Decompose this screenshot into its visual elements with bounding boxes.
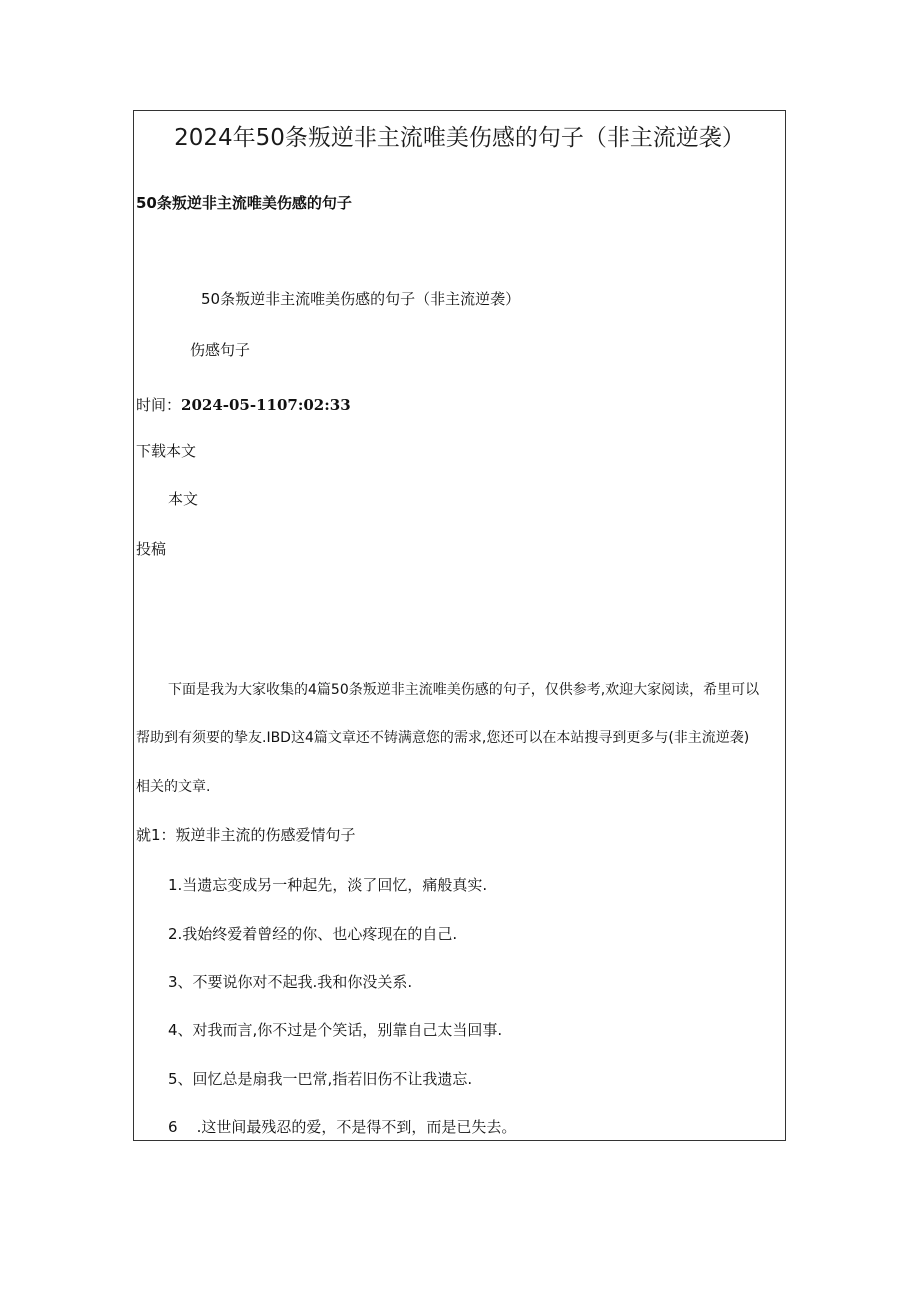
time-label: 时间： (136, 396, 182, 414)
list-item: 1.当遗忘变成另一种起先，淡了回忆，痛般真实. (168, 876, 488, 894)
list-item: 6 .这世间最残忍的爱，不是得不到，而是已失去。 (168, 1118, 517, 1136)
this-article-link[interactable]: 本文 (168, 490, 199, 508)
document-frame (133, 110, 786, 1141)
centered-heading: 50条叛逆非主流唯美伤感的句子（非主流逆袭） (201, 290, 521, 308)
download-link[interactable]: 下载本文 (136, 442, 197, 460)
list-item: 5、回忆总是扇我一巴常,指若旧伤不让我遗忘. (168, 1070, 473, 1088)
intro-paragraph-line-3: 相关的文章. (136, 779, 211, 795)
category-label: 伤感句子 (190, 341, 251, 359)
section-heading: 就1：叛逆非主流的伤感爱情句子 (136, 826, 356, 844)
time-row (136, 395, 351, 415)
list-item: 3、不要说你对不起我.我和你没关系. (168, 973, 413, 991)
intro-paragraph-line-2: 帮助到有须要的挚友.IBD这4篇文章还不铸满意您的需求,您还可以在本站搜寻到更多与(非主流逆袭) (136, 730, 750, 746)
time-value: 2024-05-1107:02:33 (181, 396, 351, 414)
intro-paragraph-line-1: 下面是我为大家收集的4篇50条叛逆非主流唯美伤感的句子，仅供参考,欢迎大家阅读，希里可以 (168, 682, 760, 698)
list-item: 2.我始终爱着曾经的你、也心疼现在的自己. (168, 925, 458, 943)
list-item: 4、对我而言,你不过是个笑话，别靠自己太当回事. (168, 1021, 503, 1039)
submit-link[interactable]: 投稿 (136, 540, 167, 558)
document-subtitle: 50条叛逆非主流唯美伤感的句子 (136, 194, 352, 212)
document-title: 2024年50条叛逆非主流唯美伤感的句子（非主流逆袭） (174, 125, 745, 151)
